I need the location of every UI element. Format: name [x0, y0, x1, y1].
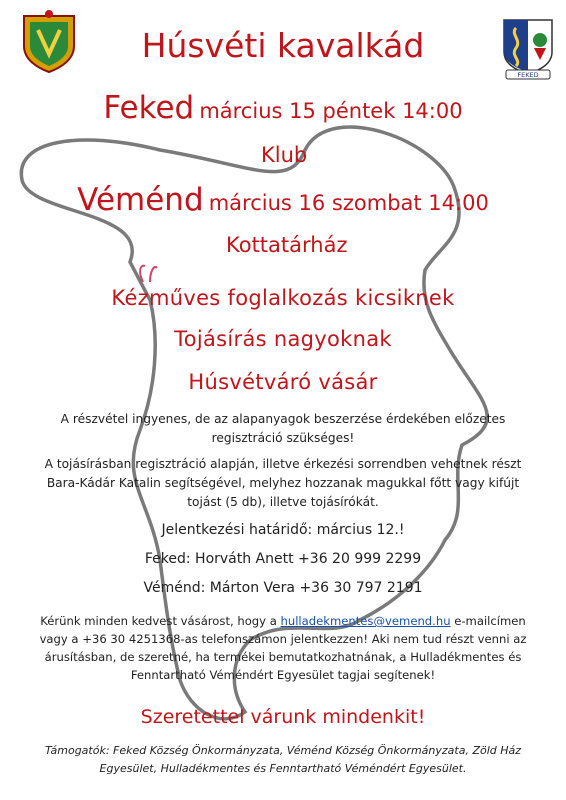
event-date: március 15 péntek 14:00 — [199, 99, 463, 123]
text-line: Fenntartható Véméndért Egyesület tagjai segítenek! — [130, 668, 436, 682]
activity-item: Tojásírás nagyoknak — [174, 327, 392, 351]
market-paragraph — [0, 612, 566, 684]
contact-feked: Feked: Horváth Anett +36 20 999 2299 — [144, 551, 422, 567]
text-line: Bara-Kádár Katalin segítségével, melyhez hozzanak magukkal főtt vagy kifújt — [46, 476, 520, 490]
svg-text:FEKED: FEKED — [517, 71, 539, 79]
info-paragraph-egg-writing — [0, 455, 566, 512]
event-place: Feked — [103, 90, 195, 126]
text-line: regisztráció szükséges! — [211, 431, 355, 445]
text-line: árusításban, de szeretné, ha termékei bemutatkozhatnának, a Hulladékmentes és — [44, 650, 522, 664]
text-line: Egyesület, Hulladékmentes és Fenntartható Véméndért Egyesület. — [99, 762, 467, 775]
event-date: március 16 szombat 14:00 — [208, 191, 489, 215]
text-line: tojást (5 db), illetve tojásírókát. — [187, 495, 379, 509]
contact-vemend: Véménd: Márton Vera +36 30 797 2191 — [143, 580, 423, 596]
sponsors-text — [0, 742, 566, 778]
event-feked — [0, 90, 566, 126]
activity-item: Húsvétváró vásár — [188, 370, 378, 394]
text-line: A részvétel ingyenes, de az alapanyagok beszerzése érdekében előzetes — [60, 412, 506, 426]
event-venue: Kottatárház — [226, 233, 348, 257]
text-line: vagy a +36 30 4251368-as telefonszámon jelentkezzen! Aki nem tud részt venni az — [39, 632, 527, 646]
text-fragment: Kérünk minden kedvest vásárost, hogy a — [40, 614, 281, 628]
registration-deadline: Jelentkezési határidő: március 12.! — [161, 522, 405, 538]
poster-title: Húsvéti kavalkád — [141, 26, 425, 65]
closing-message: Szeretettel várunk mindenkit! — [140, 706, 426, 728]
activity-item: Kézműves foglalkozás kicsiknek — [111, 286, 455, 310]
text-fragment: e-mailcímen — [450, 614, 526, 628]
event-vemend — [0, 182, 566, 218]
email-link[interactable]: hulladekmentes@vemend.hu — [280, 614, 451, 628]
info-paragraph-registration — [0, 410, 566, 448]
text-line: A tojásírásban regisztráció alapján, illetve érkezési sorrendben vehetnek részt — [44, 457, 522, 471]
event-venue: Klub — [261, 143, 308, 167]
event-place: Véménd — [77, 182, 204, 218]
text-line: Támogatók: Feked Község Önkormányzata, Véménd Község Önkormányzata, Zöld Ház — [44, 744, 522, 757]
text-line — [0, 612, 566, 630]
